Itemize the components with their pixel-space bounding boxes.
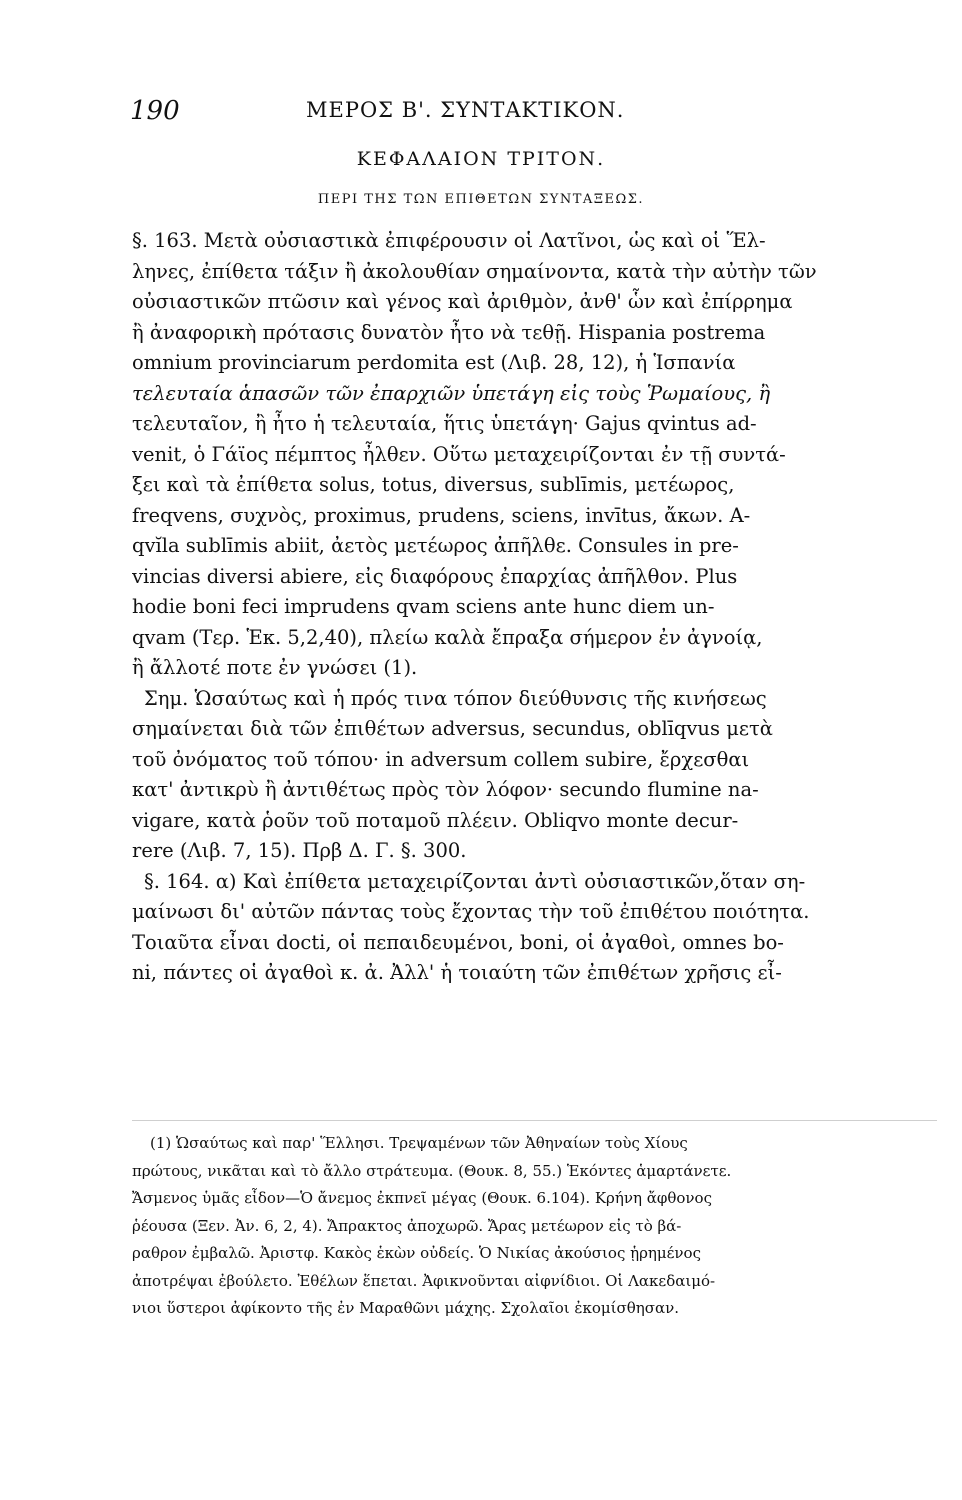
- body-line: σημαίνεται διὰ τῶν ἐπιθέτων adversus, secundus, oblīqvus μετὰ: [132, 717, 773, 740]
- body-line: omnium provinciarum perdomita est (Λιβ. 28, 12), ἡ Ἱσπανία: [132, 351, 736, 374]
- footnote-line: ῥέουσα (Ξεν. Ἀν. 6, 2, 4). Ἄπρακτος ἀποχωρῶ. Ἄρας μετέωρον εἰς τὸ βά-: [132, 1216, 682, 1235]
- footnote-line: πρώτους, νικᾶται καὶ τὸ ἄλλο στράτευμα. (Θουκ. 8, 55.) Ἑκόντες ἁμαρτάνετε.: [132, 1161, 732, 1180]
- body-line: venit, ὁ Γάϊος πέμπτος ἦλθεν. Οὕτω μεταχειρίζονται ἐν τῇ συντά-: [132, 442, 786, 466]
- body-line: Σημ. Ὡσαύτως καὶ ἡ πρός τινα τόπον διεύθυνσις τῆς κινήσεως: [144, 686, 767, 710]
- body-line: μαίνωσι δι' αὐτῶν πάντας τοὺς ἔχοντας τὴν τοῦ ἐπιθέτου ποιότητα.: [132, 900, 810, 923]
- body-line: ἢ ἄλλοτέ ποτε ἐν γνώσει (1).: [132, 656, 418, 679]
- body-line: vincias diversi abiere, εἰς διαφόρους ἐπαρχίας ἀπῆλθον. Plus: [132, 564, 738, 588]
- footnote-line: ραθρον ἐμβαλῶ. Ἀριστφ. Κακὸς ἑκὼν οὐδείς. Ὁ Νικίας ἀκούσιος ᾑρημένος: [132, 1244, 701, 1262]
- body-line: rere (Λιβ. 7, 15). Πρβ Δ. Γ. §. 300.: [132, 839, 467, 862]
- body-line: Τοιαῦτα εἶναι docti, οἱ πεπαιδευμένοι, boni, οἱ ἀγαθοὶ, omnes bo-: [132, 930, 784, 954]
- body-line: qvĭla sublīmis abiit, ἀετὸς μετέωρος ἀπῆλθε. Consules in pre-: [132, 534, 739, 557]
- footnote-line: (1) Ὡσαύτως καὶ παρ' Ἕλλησι. Τρεψαμένων τῶν Ἀθηναίων τοὺς Χίους: [150, 1134, 688, 1152]
- footnotes: [132, 1130, 937, 1323]
- body-line: hodie boni feci imprudens qvam sciens ante hunc diem un-: [132, 595, 715, 618]
- body-text: [132, 226, 937, 989]
- running-head: ΜΕΡΟΣ Β'. ΣΥΝΤΑΚΤΙΚΟΝ.: [306, 98, 625, 122]
- footnote-line: νιοι ὕστεροι ἀφίκοντο τῆς ἐν Μαραθῶνι μάχης. Σχολαῖοι ἐκομίσθησαν.: [132, 1299, 680, 1317]
- body-line: §. 164. α) Καὶ ἐπίθετα μεταχειρίζονται ἀντὶ οὐσιαστικῶν,ὅταν ση-: [144, 869, 806, 893]
- body-line: ληνες, ἐπίθετα τάξιν ἢ ἀκολουθίαν σημαίνοντα, κατὰ τὴν αὐτὴν τῶν: [132, 259, 817, 283]
- body-line: ni, πάντες οἱ ἀγαθοὶ κ. ἀ. Ἀλλ' ἡ τοιαύτη τῶν ἐπιθέτων χρῆσις εἶ-: [132, 961, 782, 984]
- page-number: 190: [130, 96, 180, 126]
- body-line: οὐσιαστικῶν πτῶσιν καὶ γένος καὶ ἀριθμὸν, ἀνθ' ὧν καὶ ἐπίρρημα: [132, 290, 793, 313]
- footnote-line: Ἄσμενος ὑμᾶς εἶδον—Ὁ ἄνεμος ἐκπνεῖ μέγας (Θουκ. 6.104). Κρήνη ἄφθονος: [132, 1189, 712, 1207]
- body-line: κατ' ἀντικρὺ ἢ ἀντιθέτως πρὸς τὸν λόφον· secundo flumine na-: [132, 778, 759, 801]
- footnote-divider: [132, 1120, 937, 1121]
- body-line: vigare, κατὰ ῥοῦν τοῦ ποταμοῦ πλέειν. Obliqvo monte decur-: [132, 808, 739, 832]
- body-line: τελευταῖον, ἢ ἦτο ἡ τελευταία, ἥτις ὑπετάγη· Gajus qvintus ad-: [132, 412, 757, 435]
- body-line: qvam (Τερ. Ἑκ. 5,2,40), πλείω καλὰ ἔπραξα σήμερον ἐν ἀγνοίᾳ,: [132, 625, 763, 649]
- page-header: [130, 96, 830, 136]
- body-line: ἢ ἀναφορικὴ πρότασις δυνατὸν ἦτο νὰ τεθῇ. Hispania postrema: [132, 320, 766, 344]
- body-line: freqvens, συχνὸς, proximus, prudens, sciens, invītus, ἄκων. A-: [132, 503, 751, 527]
- chapter-title: ΚΕΦΑΛΑΙΟΝ ΤΡΙΤΟΝ.: [356, 148, 606, 170]
- body-line: τελευταία ἁπασῶν τῶν ἐπαρχιῶν ὑπετάγη εἰς τοὺς Ῥωμαίους, ἢ: [132, 381, 771, 405]
- footnote-line: ἀποτρέψαι ἐβούλετο. Ἐθέλων ἕπεται. Ἀφικνοῦνται αἰφνίδιοι. Οἱ Λακεδαιμό-: [132, 1271, 716, 1290]
- chapter-subtitle: ΠΕΡΙ ΤΗΣ ΤΩΝ ΕΠΙΘΕΤΩΝ ΣΥΝΤΑΞΕΩΣ.: [317, 192, 645, 207]
- body-line: ξει καὶ τὰ ἐπίθετα solus, totus, diversus, sublīmis, μετέωρος,: [132, 473, 735, 496]
- body-line: §. 163. Μετὰ οὐσιαστικὰ ἐπιφέρουσιν οἱ Λατῖνοι, ὡς καὶ οἱ Ἕλ-: [132, 229, 766, 252]
- body-line: τοῦ ὀνόματος τοῦ τόπου· in adversum collem subire, ἔρχεσθαι: [132, 747, 750, 771]
